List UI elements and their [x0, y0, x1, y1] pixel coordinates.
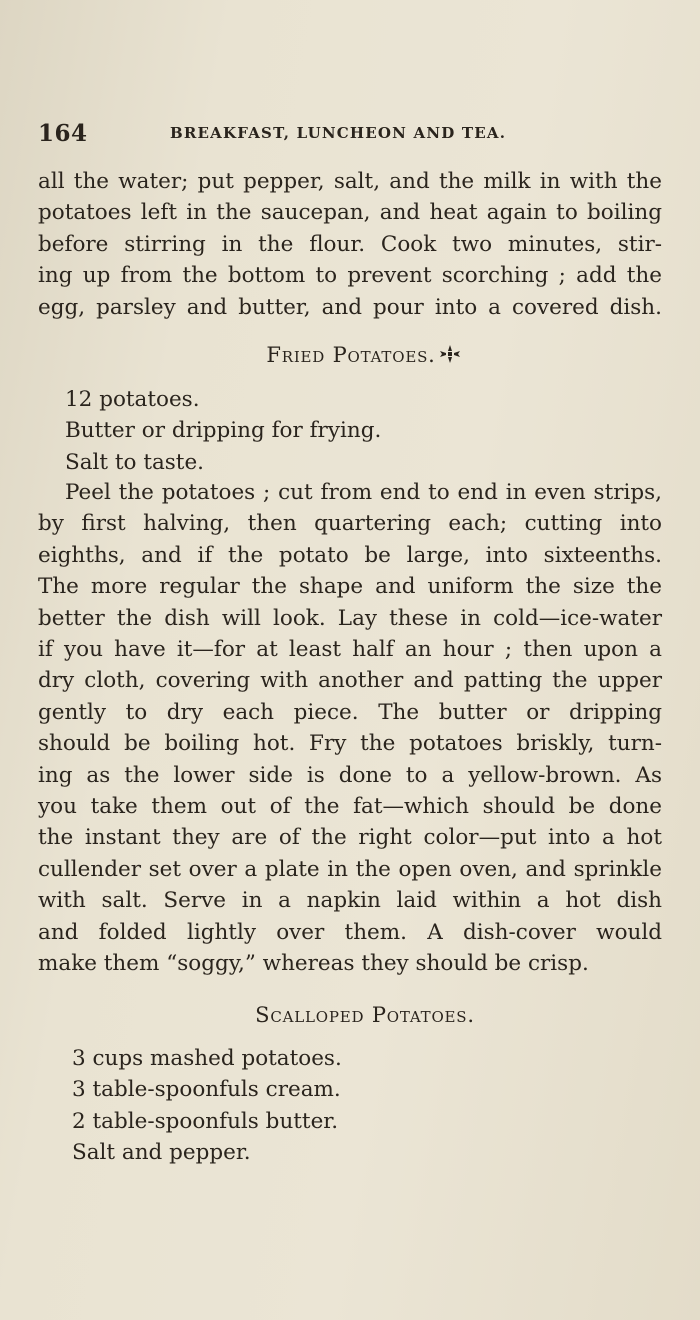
recipe-heading-fried-potatoes	[38, 343, 662, 367]
page-number: 164	[38, 120, 88, 147]
list-item: Salt to taste.	[65, 449, 205, 475]
text-line: should be boiling hot. Fry the potatoes briskly, turn-	[38, 731, 662, 757]
list-item: Salt and pepper.	[72, 1140, 251, 1166]
ingredient-list-fried	[65, 384, 381, 478]
list-item: 3 table-spoonfuls cream.	[72, 1077, 341, 1103]
text-line: make them “soggy,” whereas they should be crisp.	[38, 951, 589, 977]
text-line: dry cloth, covering with another and patting the upper	[38, 668, 662, 694]
recipe-body-fried	[38, 477, 662, 980]
text-line: you take them out of the fat—which should be done	[38, 794, 662, 820]
text-line: the instant they are of the right color—put into a hot	[38, 825, 662, 851]
text-line: by first halving, then quartering each; cutting into	[38, 511, 662, 537]
text-line: potatoes left in the saucepan, and heat again to boiling	[38, 200, 662, 226]
text-line: better the dish will look. Lay these in cold—ice-water	[38, 605, 662, 631]
text-line: eighths, and if the potato be large, into sixteenths.	[38, 542, 662, 568]
text-line: cullender set over a plate in the open oven, and sprinkle	[38, 856, 662, 882]
text-line: The more regular the shape and uniform the size the	[38, 574, 662, 600]
text-line: all the water; put pepper, salt, and the milk in with the	[38, 169, 662, 194]
maltese-cross-icon	[438, 344, 462, 364]
text-line: if you have it—for at least half an hour ; then upon a	[38, 637, 662, 663]
heading-text: Scalloped Potatoes.	[255, 1003, 475, 1027]
text-line: Peel the potatoes ; cut from end to end in even strips,	[65, 480, 662, 505]
text-line: before stirring in the flour. Cook two minutes, stir-	[38, 231, 662, 257]
list-item: Butter or dripping for frying.	[65, 418, 382, 444]
ingredient-list-scalloped	[72, 1043, 342, 1169]
list-item: 3 cups mashed potatoes.	[72, 1046, 342, 1071]
text-line: egg, parsley and butter, and pour into a covered dish.	[38, 294, 662, 320]
text-line: and folded lightly over them. A dish-cover would	[38, 919, 662, 945]
recipe-heading-scalloped-potatoes	[38, 1003, 662, 1027]
text-line: with salt. Serve in a napkin laid within a hot dish	[38, 888, 662, 914]
text-line: ing up from the bottom to prevent scorching ; add the	[38, 263, 662, 289]
text-line: gently to dry each piece. The butter or dripping	[38, 699, 662, 725]
running-head	[38, 118, 658, 148]
heading-text: Fried Potatoes.	[266, 343, 436, 367]
list-item: 2 table-spoonfuls butter.	[72, 1108, 339, 1134]
continuation-paragraph	[38, 166, 662, 323]
text-line: ing as the lower side is done to a yellow-brown. As	[38, 762, 662, 788]
list-item: 12 potatoes.	[65, 387, 200, 412]
running-title: BREAKFAST, LUNCHEON AND TEA.	[170, 124, 507, 142]
